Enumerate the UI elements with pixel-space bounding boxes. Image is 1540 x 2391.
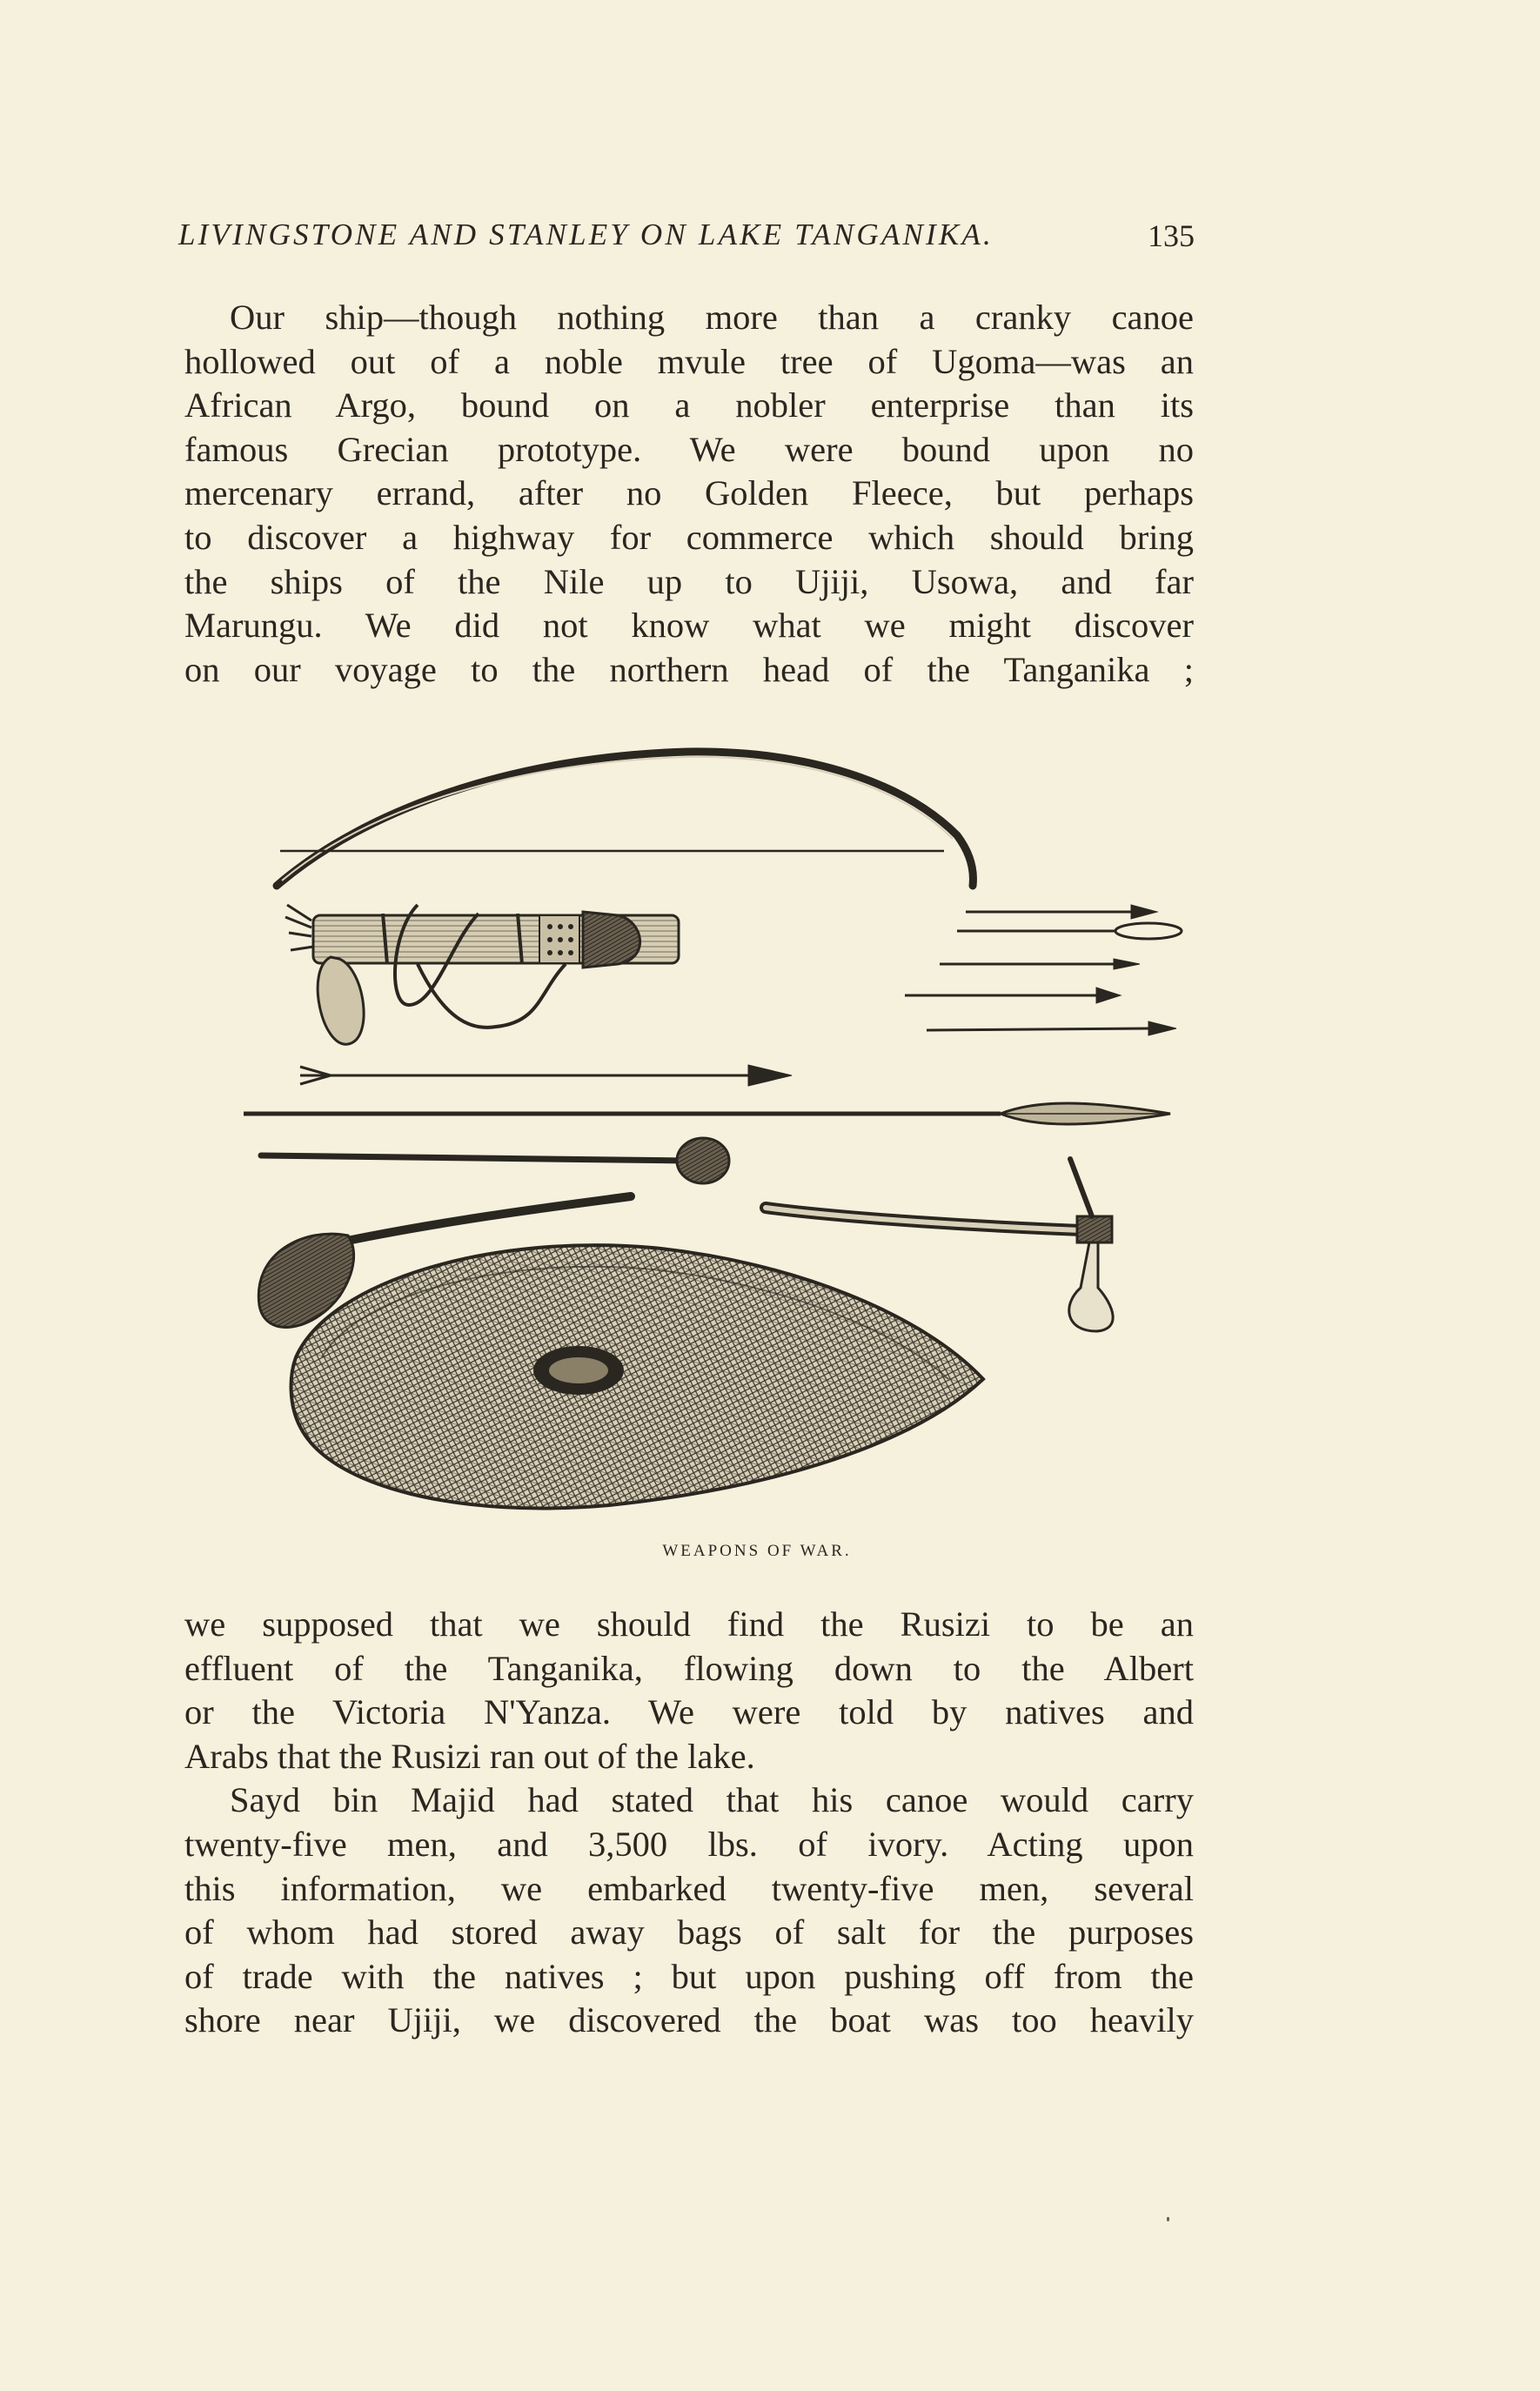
text-line: African Argo, bound on a nobler enterprise than its (184, 385, 1194, 425)
text-line: of trade with the natives ; but upon pushing off from the (184, 1956, 1194, 1996)
text-line: the ships of the Nile up to Ujiji, Usowa, and far (184, 561, 1194, 601)
text-line: we supposed that we should find the Rusizi to be an (184, 1604, 1194, 1644)
text-line: or the Victoria N'Yanza. We were told by natives and (184, 1692, 1194, 1732)
page-number: 135 (1148, 218, 1195, 253)
text-line: effluent of the Tanganika, flowing down to the Albert (184, 1648, 1194, 1688)
text-line: of whom had stored away bags of salt for the purposes (184, 1912, 1194, 1952)
text-line: famous Grecian prototype. We were bound upon no (184, 429, 1194, 469)
figure-caption-text: WEAPONS OF WAR. (662, 1542, 852, 1560)
text-line: shore near Ujiji, we discovered the boat was too heavily (184, 2000, 1194, 2040)
text-line: Arabs that the Rusizi ran out of the lake. (184, 1736, 755, 1776)
text-line: Our ship—though nothing more than a cranky canoe (230, 298, 1194, 337)
figure-caption (0, 1542, 1540, 1561)
text-line: mercenary errand, after no Golden Fleece, but perhaps (184, 473, 1194, 513)
paragraph-top (184, 296, 1194, 692)
text-line: Marungu. We did not know what we might discover (184, 606, 1194, 646)
spear-icon (244, 1103, 1170, 1124)
text-line: this information, we embarked twenty-five men, several (184, 1868, 1194, 1908)
weapons-illustration (235, 731, 1201, 1531)
text-line: hollowed out of a noble mvule tree of Ugoma—was an (184, 341, 1194, 381)
text-line: twenty-five men, and 3,500 lbs. of ivory. Acting upon (184, 1824, 1194, 1864)
quiver-icon (285, 905, 679, 1044)
running-head-title: LIVINGSTONE AND STANLEY ON LAKE TANGANIKA. (178, 218, 994, 251)
text-line: to discover a highway for commerce which should bring (184, 517, 1194, 557)
paragraph-bottom (184, 1603, 1194, 2043)
text-line: Sayd bin Majid had stated that his canoe would carry (230, 1780, 1194, 1820)
shield-icon (291, 1245, 983, 1508)
text-line: on our voyage to the northern head of the Tanganika ; (184, 649, 1194, 689)
bow-icon (277, 752, 973, 886)
ink-speck (1167, 2217, 1169, 2221)
running-head (178, 218, 1195, 261)
knobkerrie-icon (261, 1138, 729, 1183)
